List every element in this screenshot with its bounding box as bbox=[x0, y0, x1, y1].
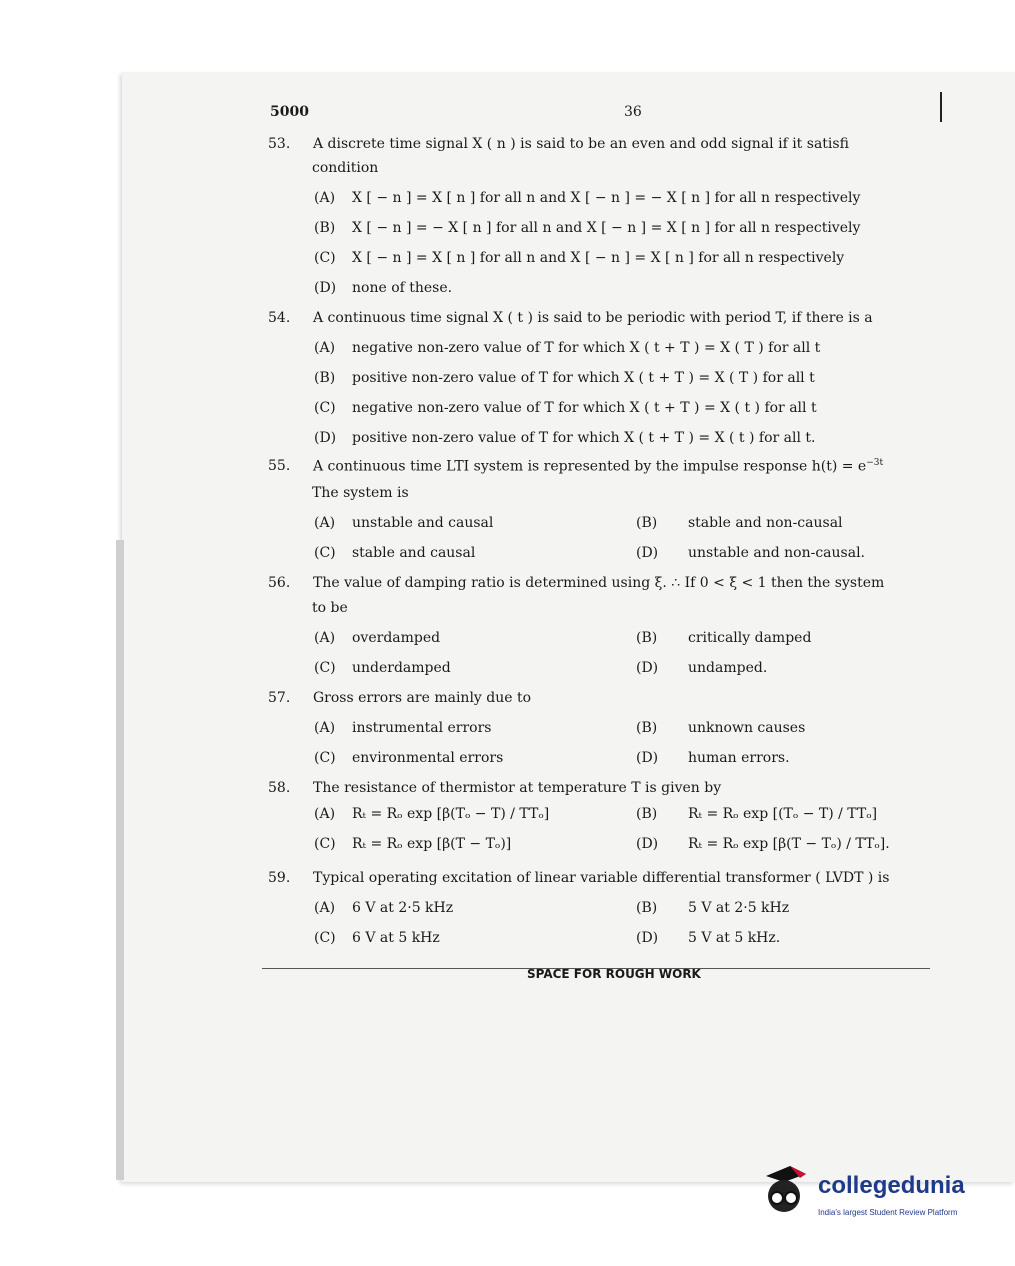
option-58-c: (C) Rₜ = Rₒ exp [β(T − Tₒ)] bbox=[314, 836, 512, 852]
option-55-b: (B) stable and non-causal bbox=[636, 515, 843, 531]
option-54-d: (D) positive non-zero value of T for which X ( t + T ) = X ( t ) for all t. bbox=[314, 430, 816, 446]
option-56-b: (B) critically damped bbox=[636, 630, 812, 646]
option-57-b: (B) unknown causes bbox=[636, 720, 806, 736]
option-54-b: (B) positive non-zero value of T for which X ( t + T ) = X ( T ) for all t bbox=[314, 370, 815, 386]
question-56-continuation: to be bbox=[312, 600, 348, 616]
option-56-c: (C) underdamped bbox=[314, 660, 451, 676]
option-54-a: (A) negative non-zero value of T for which X ( t + T ) = X ( T ) for all t bbox=[314, 340, 821, 356]
option-55-d: (D) unstable and non-causal. bbox=[636, 545, 865, 561]
exam-page bbox=[122, 72, 1015, 1182]
option-55-a: (A) unstable and causal bbox=[314, 515, 494, 531]
option-57-a: (A) instrumental errors bbox=[314, 720, 492, 736]
option-56-d: (D) undamped. bbox=[636, 660, 768, 676]
option-53-d: (D) none of these. bbox=[314, 280, 453, 296]
option-56-a: (A) overdamped bbox=[314, 630, 441, 646]
option-57-c: (C) environmental errors bbox=[314, 750, 504, 766]
collegedunia-logo[interactable] bbox=[760, 1162, 990, 1222]
option-59-a: (A) 6 V at 2·5 kHz bbox=[314, 900, 454, 916]
question-55-continuation: The system is bbox=[312, 485, 409, 501]
paper-code: 5000 bbox=[270, 104, 309, 120]
rough-work-label: SPACE FOR ROUGH WORK bbox=[527, 967, 701, 981]
margin-bar bbox=[940, 92, 942, 122]
option-53-b: (B) X [ − n ] = − X [ n ] for all n and X [ − n ] = X [ n ] for all n respectively bbox=[314, 220, 861, 236]
option-58-a: (A) Rₜ = Rₒ exp [β(Tₒ − T) / TTₒ] bbox=[314, 806, 550, 822]
question-text: A discrete time signal X ( n ) is said to be an even and odd signal if it satisfi bbox=[313, 136, 849, 152]
option-55-c: (C) stable and causal bbox=[314, 545, 476, 561]
option-59-d: (D) 5 V at 5 kHz. bbox=[636, 930, 781, 946]
option-57-d: (D) human errors. bbox=[636, 750, 790, 766]
question-number: 53. bbox=[268, 136, 291, 152]
page-number: 36 bbox=[624, 104, 642, 120]
brand-name: collegedunia bbox=[818, 1172, 965, 1199]
page-edge-shadow bbox=[116, 540, 124, 1180]
option-53-a: (A) X [ − n ] = X [ n ] for all n and X [ − n ] = − X [ n ] for all n respectively bbox=[314, 190, 861, 206]
option-58-b: (B) Rₜ = Rₒ exp [(Tₒ − T) / TTₒ] bbox=[636, 806, 878, 822]
option-54-c: (C) negative non-zero value of T for which X ( t + T ) = X ( t ) for all t bbox=[314, 400, 817, 416]
option-59-b: (B) 5 V at 2·5 kHz bbox=[636, 900, 790, 916]
option-59-c: (C) 6 V at 5 kHz bbox=[314, 930, 440, 946]
mascot-icon bbox=[760, 1162, 812, 1220]
question-53-continuation: condition bbox=[312, 160, 379, 176]
brand-tagline: India's largest Student Review Platform bbox=[818, 1208, 958, 1217]
option-53-c: (C) X [ − n ] = X [ n ] for all n and X [ − n ] = X [ n ] for all n respectively bbox=[314, 250, 845, 266]
option-58-d: (D) Rₜ = Rₒ exp [β(T − Tₒ) / TTₒ]. bbox=[636, 836, 890, 852]
